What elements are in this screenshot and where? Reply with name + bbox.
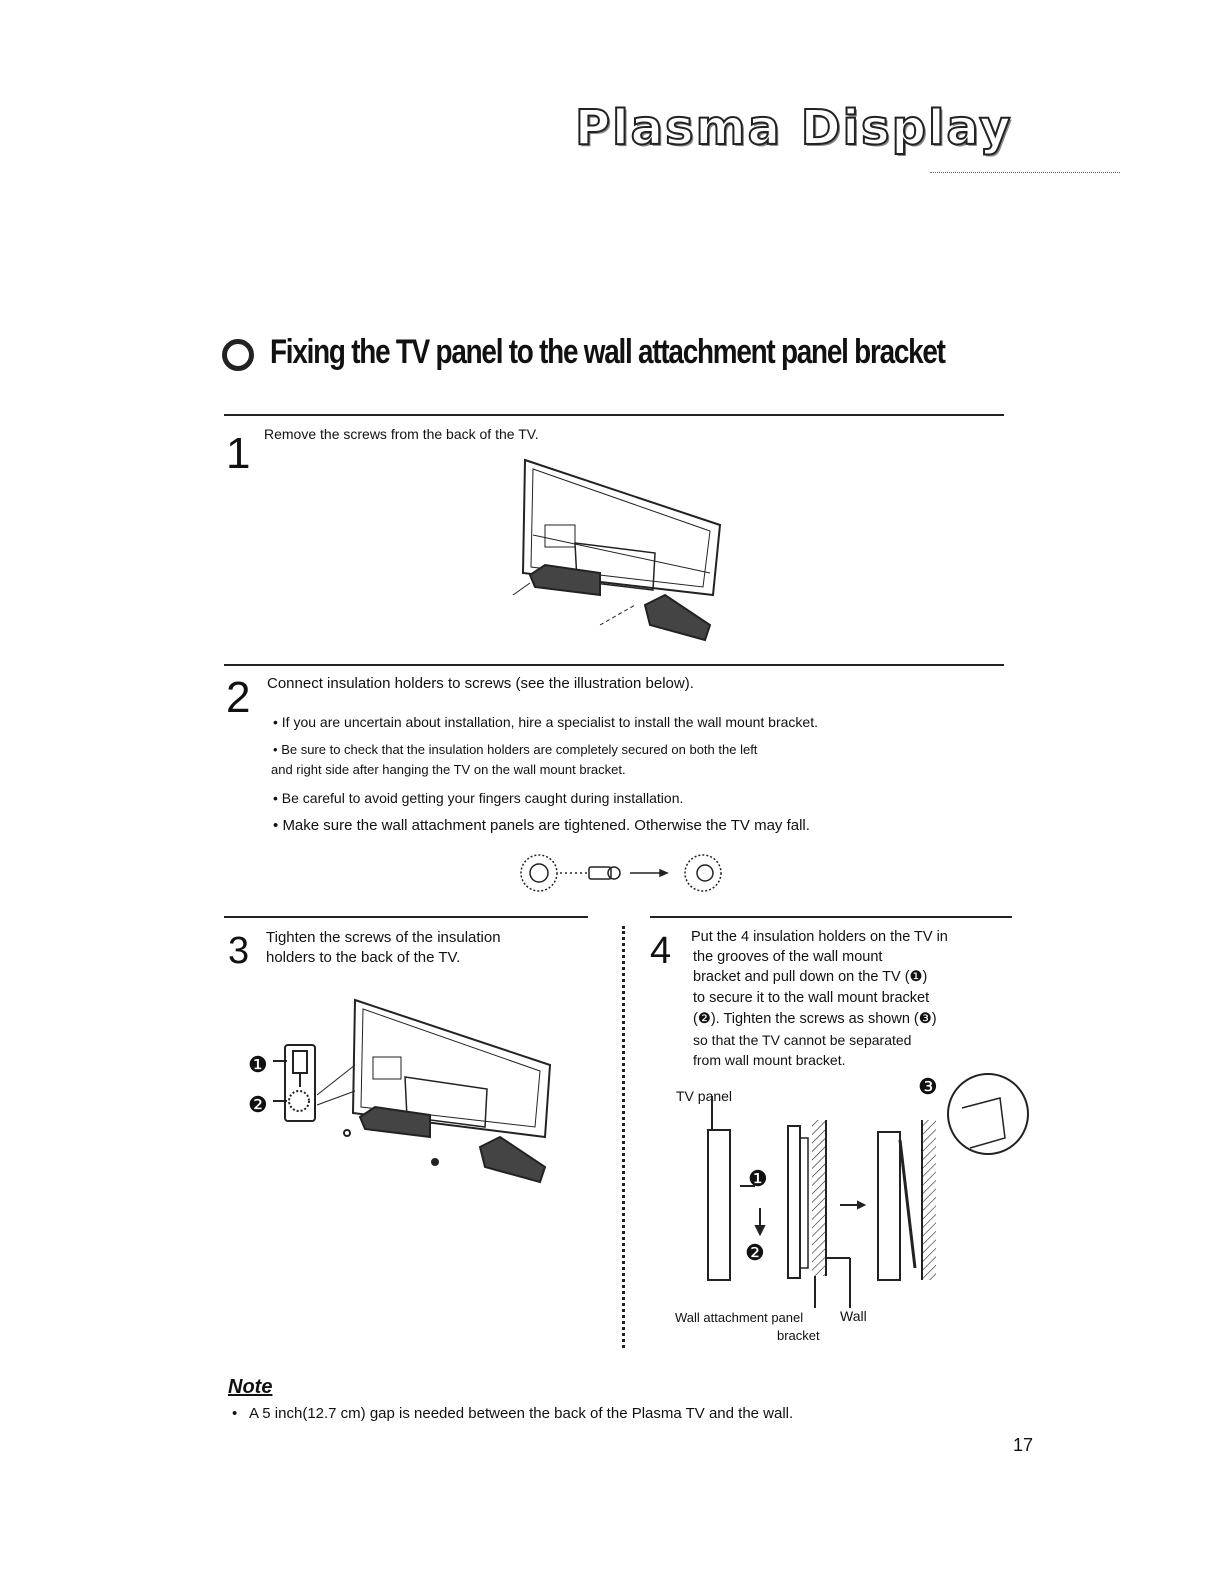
step-4-line-2: the grooves of the wall mount bbox=[693, 949, 883, 965]
step-2-bullet-4 bbox=[273, 816, 810, 836]
step-2-rule bbox=[224, 664, 1004, 666]
step-1-rule bbox=[224, 414, 1004, 416]
circle-bullet-icon bbox=[222, 339, 254, 371]
bullet-dot: • bbox=[273, 714, 278, 730]
bullet-text: Be careful to avoid getting your fingers caught during installation. bbox=[281, 790, 684, 806]
wall-label: Wall bbox=[840, 1308, 867, 1324]
wall-mount-diagram bbox=[700, 1068, 1040, 1308]
step-1-text: Remove the screws from the back of the TV. bbox=[264, 426, 539, 442]
bullet-dot: • bbox=[273, 742, 278, 757]
tv-panel-label: TV panel bbox=[676, 1088, 733, 1104]
header-title: Plasma Display bbox=[575, 100, 1013, 156]
step-2-bullet-1 bbox=[273, 712, 818, 732]
insulation-holder-illustration bbox=[515, 848, 725, 898]
note-body: A 5 inch(12.7 cm) gap is needed between the back of the Plasma TV and the wall. bbox=[248, 1405, 794, 1422]
marker-1: ❶ bbox=[248, 1052, 268, 1077]
page-number: 17 bbox=[1013, 1435, 1034, 1455]
bullet-dot: • bbox=[273, 817, 279, 834]
step-3-line-2: holders to the back of the TV. bbox=[266, 949, 461, 966]
step-4-marker-2: ❷ bbox=[745, 1240, 765, 1265]
bullet-dot: • bbox=[232, 1405, 238, 1422]
step-4-line-3: bracket and pull down on the TV (❶) bbox=[693, 969, 928, 985]
note-text bbox=[232, 1404, 793, 1424]
step-4-line-6: so that the TV cannot be separated bbox=[693, 1032, 912, 1048]
header-rule bbox=[930, 172, 1120, 173]
bullet-text: Make sure the wall attachment panels are tightened. Otherwise the TV may fall. bbox=[282, 817, 810, 834]
step-2-bullet-2 bbox=[273, 740, 757, 760]
bullet-text: If you are uncertain about installation, hire a specialist to install the wall mount bracket. bbox=[281, 714, 818, 730]
marker-2: ❷ bbox=[248, 1092, 268, 1117]
section-title: Fixing the TV panel to the wall attachment panel bracket bbox=[270, 333, 945, 371]
step-2-bullet-2-cont: and right side after hanging the TV on the wall mount bracket. bbox=[271, 762, 626, 777]
step-3-number: 3 bbox=[228, 930, 250, 972]
step-4-number: 4 bbox=[650, 930, 672, 972]
step-4-line-5: (❷). Tighten the screws as shown (❸) bbox=[693, 1011, 937, 1027]
step-4-line-7: from wall mount bracket. bbox=[693, 1052, 846, 1068]
wall-attachment-label-2: bracket bbox=[777, 1328, 820, 1343]
step-4-line-4: to secure it to the wall mount bracket bbox=[693, 990, 930, 1006]
bullet-text: Be sure to check that the insulation holders are completely secured on both the left bbox=[281, 742, 758, 757]
step-1-number: 1 bbox=[226, 429, 251, 478]
step-3-rule bbox=[224, 916, 588, 918]
step-2-number: 2 bbox=[226, 673, 251, 722]
step-4-marker-1: ❶ bbox=[748, 1166, 768, 1191]
step-4-line-1: Put the 4 insulation holders on the TV in bbox=[691, 929, 948, 945]
step-2-text: Connect insulation holders to screws (see the illustration below). bbox=[267, 675, 694, 692]
note-label: Note bbox=[228, 1376, 273, 1398]
step-2-bullet-3 bbox=[273, 788, 683, 808]
bullet-dot: • bbox=[273, 790, 278, 806]
step-4-marker-3: ❸ bbox=[918, 1074, 938, 1099]
step-4-rule bbox=[650, 916, 1012, 918]
step-3-line-1: Tighten the screws of the insulation bbox=[266, 929, 501, 946]
tv-back-illustration-1 bbox=[505, 455, 725, 655]
tv-back-illustration-3 bbox=[265, 995, 565, 1195]
column-separator bbox=[622, 926, 625, 1348]
wall-attachment-label: Wall attachment panel bbox=[675, 1310, 804, 1325]
